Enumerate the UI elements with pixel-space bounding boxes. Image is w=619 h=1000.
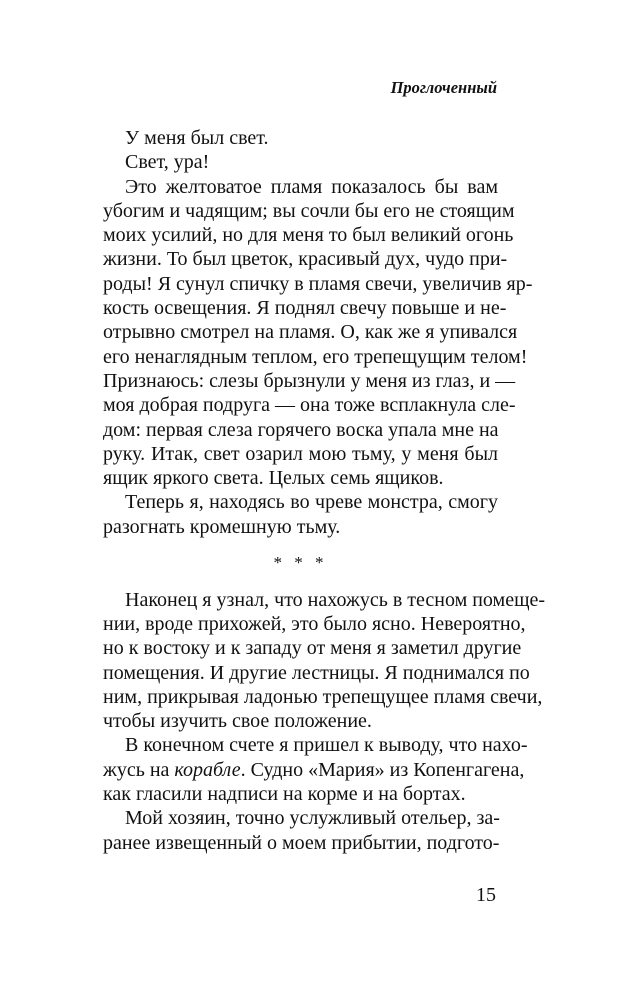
- text-line: ним, прикрывая ладонью трепещущее пламя свечи,: [103, 685, 543, 708]
- text-line: руку. Итак, свет озарил мою тьму, у меня был: [103, 442, 498, 465]
- text-line: У меня был свет.: [125, 127, 269, 149]
- text-line: помещения. И другие лестницы. Я поднимался по: [103, 661, 530, 684]
- text-fragment: жусь на: [103, 758, 175, 781]
- text-line: роды! Я сунул спичку в пламя свечи, увеличив яр-: [103, 272, 533, 295]
- body-text: [103, 126, 546, 855]
- text-line-mixed: [103, 758, 525, 782]
- text-line: нии, вроде прихожей, это было ясно. Невероятно,: [103, 612, 526, 635]
- text-line: отрывно смотрел на пламя. О, как же я упивался: [103, 321, 518, 344]
- text-line: Мой хозяин, точно услужливый отельер, за-: [125, 807, 500, 830]
- text-line: как гласили надписи на корме и на бортах.: [103, 783, 466, 806]
- running-head: Проглоченный: [390, 78, 497, 97]
- text-line: моя добрая подруга — она тоже всплакнула сле-: [103, 394, 516, 417]
- text-line: Признаюсь: слезы брызнули у меня из глаз, и —: [103, 369, 516, 392]
- text-line: В конечном счете я пришел к выводу, что нахо-: [125, 734, 528, 757]
- text-line: чтобы изучить свое положение.: [103, 710, 372, 733]
- text-line: Теперь я, находясь во чреве монстра, смогу: [125, 491, 498, 514]
- text-line: дом: первая слеза горячего воска упала мне на: [103, 418, 499, 441]
- text-line: ящик яркого света. Целых семь ящиков.: [103, 467, 444, 490]
- text-line: его ненаглядным теплом, его трепещущим телом!: [103, 345, 528, 368]
- text-line: но к востоку и к западу от меня я заметил другие: [103, 637, 522, 660]
- text-fragment: . Судно «Мария» из Копенгагена,: [240, 758, 525, 781]
- text-line: ранее извещенный о моем прибытии, подгото-: [103, 831, 500, 854]
- text-line: жизни. То был цветок, красивый дух, чудо при-: [103, 248, 508, 271]
- text-line: Наконец я узнал, что нахожусь в тесном помеще-: [125, 588, 546, 611]
- text-line: разогнать кромешную тьму.: [103, 515, 341, 538]
- page-number: 15: [476, 884, 496, 906]
- text-line: убогим и чадящим; вы сочли бы его не стоящим: [103, 199, 515, 222]
- text-line: кость освещения. Я поднял свечу повыше и не-: [103, 297, 507, 320]
- text-line: Свет, ура!: [125, 151, 210, 174]
- emphasis-word: корабле: [174, 758, 241, 781]
- text-line: Это желтоватое пламя показалось бы вам: [125, 175, 498, 198]
- text-line: моих усилий, но для меня то был великий огонь: [103, 224, 514, 247]
- section-separator: * * *: [273, 553, 328, 573]
